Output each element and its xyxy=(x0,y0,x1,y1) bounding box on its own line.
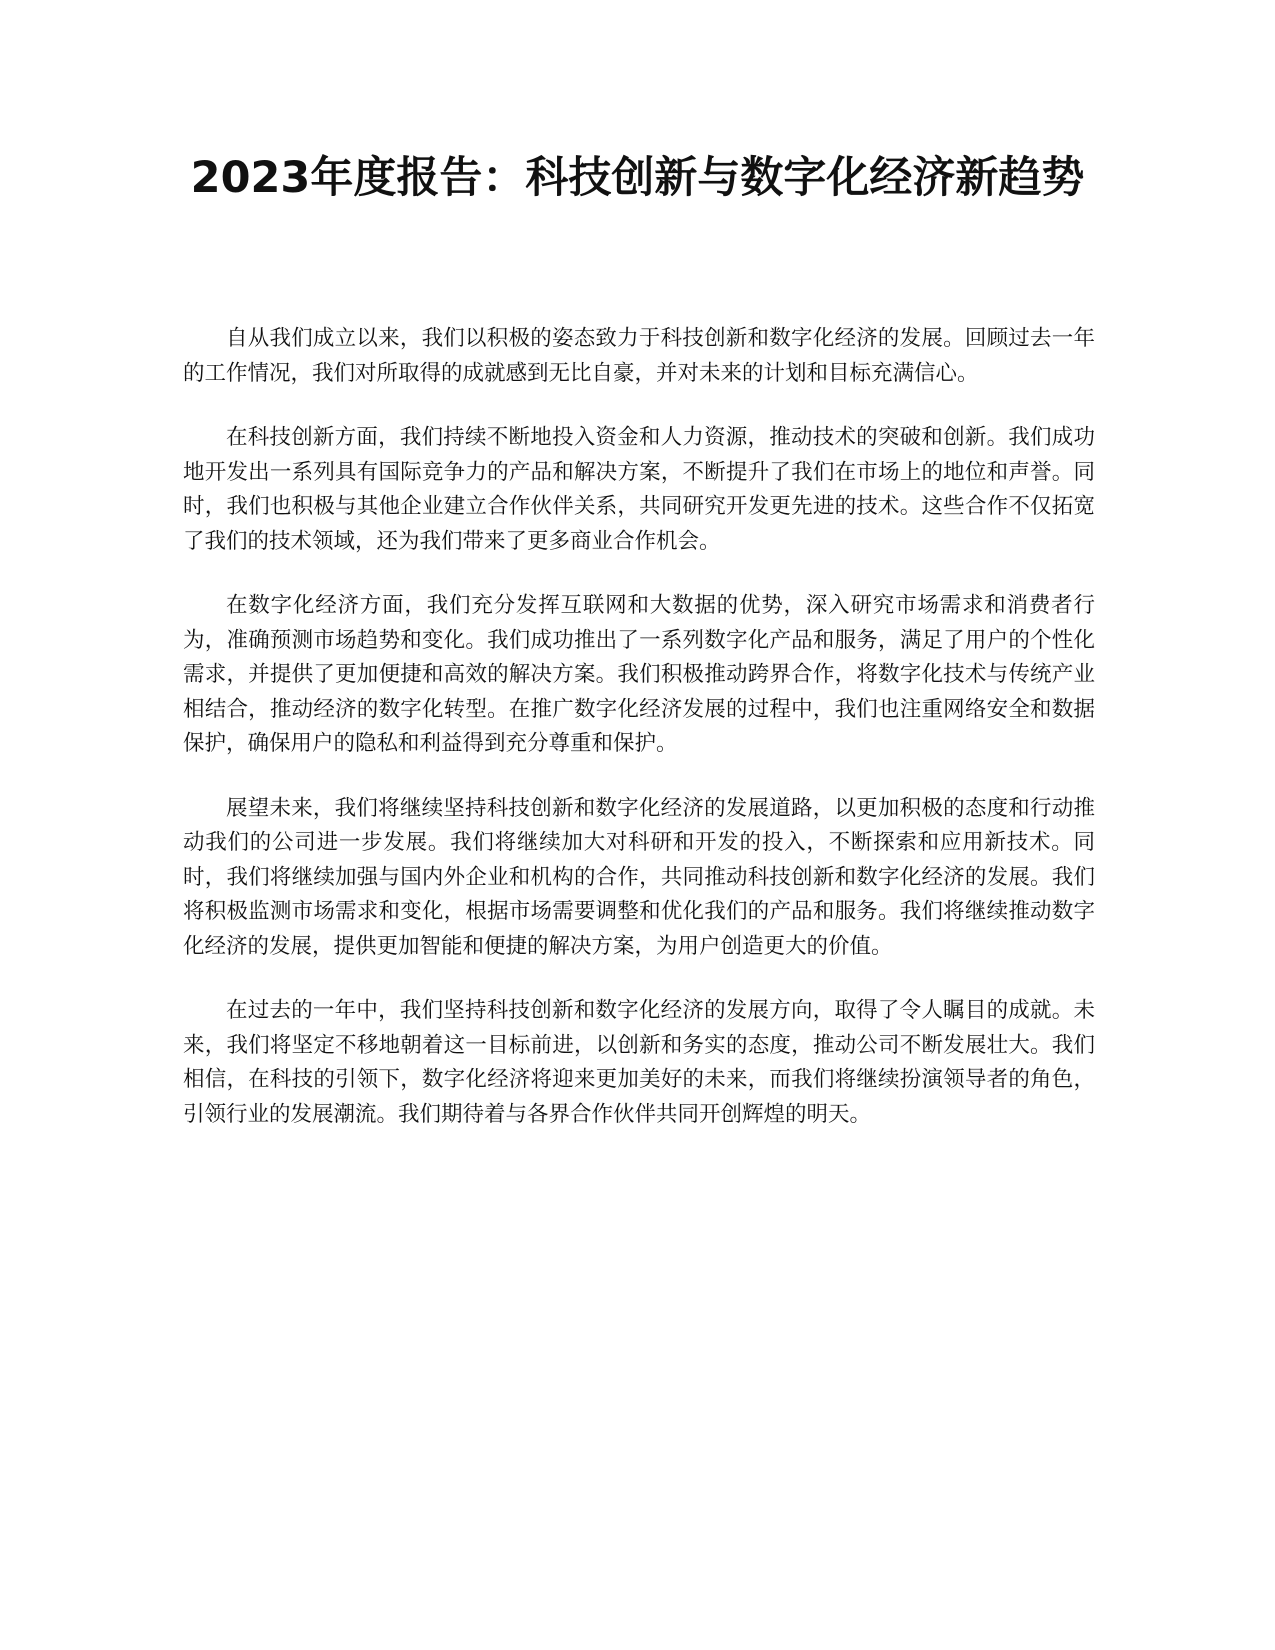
paragraph-future-outlook: 展望未来，我们将继续坚持科技创新和数字化经济的发展道路，以更加积极的态度和行动推动我们的公司进一步发展。我们将继续加大对科研和开发的投入，不断探索和应用新技术。同时，我们将继续加强与国内外企业和机构的合作，共同推动科技创新和数字化经济的发展。我们将积极监测市场需求和变化，根据市场需要调整和优化我们的产品和服务。我们将继续推动数字化经济的发展，提供更加智能和便捷的解决方案，为用户创造更大的价值。 xyxy=(183,795,1095,959)
paragraph-intro: 自从我们成立以来，我们以积极的姿态致力于科技创新和数字化经济的发展。回顾过去一年的工作情况，我们对所取得的成就感到无比自豪，并对未来的计划和目标充满信心。 xyxy=(183,326,1095,386)
paragraph-tech-innovation: 在科技创新方面，我们持续不断地投入资金和人力资源，推动技术的突破和创新。我们成功地开发出一系列具有国际竞争力的产品和解决方案，不断提升了我们在市场上的地位和声誉。同时，我们也积极与其他企业建立合作伙伴关系，共同研究开发更先进的技术。这些合作不仅拓宽了我们的技术领域，还为我们带来了更多商业合作机会。 xyxy=(183,425,1095,554)
document-body xyxy=(183,322,1095,1162)
paragraph-conclusion: 在过去的一年中，我们坚持科技创新和数字化经济的发展方向，取得了令人瞩目的成就。未来，我们将坚定不移地朝着这一目标前进，以创新和务实的态度，推动公司不断发展壮大。我们相信，在科技的引领下，数字化经济将迎来更加美好的未来，而我们将继续扮演领导者的角色，引领行业的发展潮流。我们期待着与各界合作伙伴共同开创辉煌的明天。 xyxy=(183,998,1095,1127)
document-title: 2023年度报告：科技创新与数字化经济新趋势 xyxy=(190,153,1085,203)
paragraph-digital-economy: 在数字化经济方面，我们充分发挥互联网和大数据的优势，深入研究市场需求和消费者行为，准确预测市场趋势和变化。我们成功推出了一系列数字化产品和服务，满足了用户的个性化需求，并提供了更加便捷和高效的解决方案。我们积极推动跨界合作，将数字化技术与传统产业相结合，推动经济的数字化转型。在推广数字化经济发展的过程中，我们也注重网络安全和数据保护，确保用户的隐私和利益得到充分尊重和保护。 xyxy=(183,593,1095,756)
